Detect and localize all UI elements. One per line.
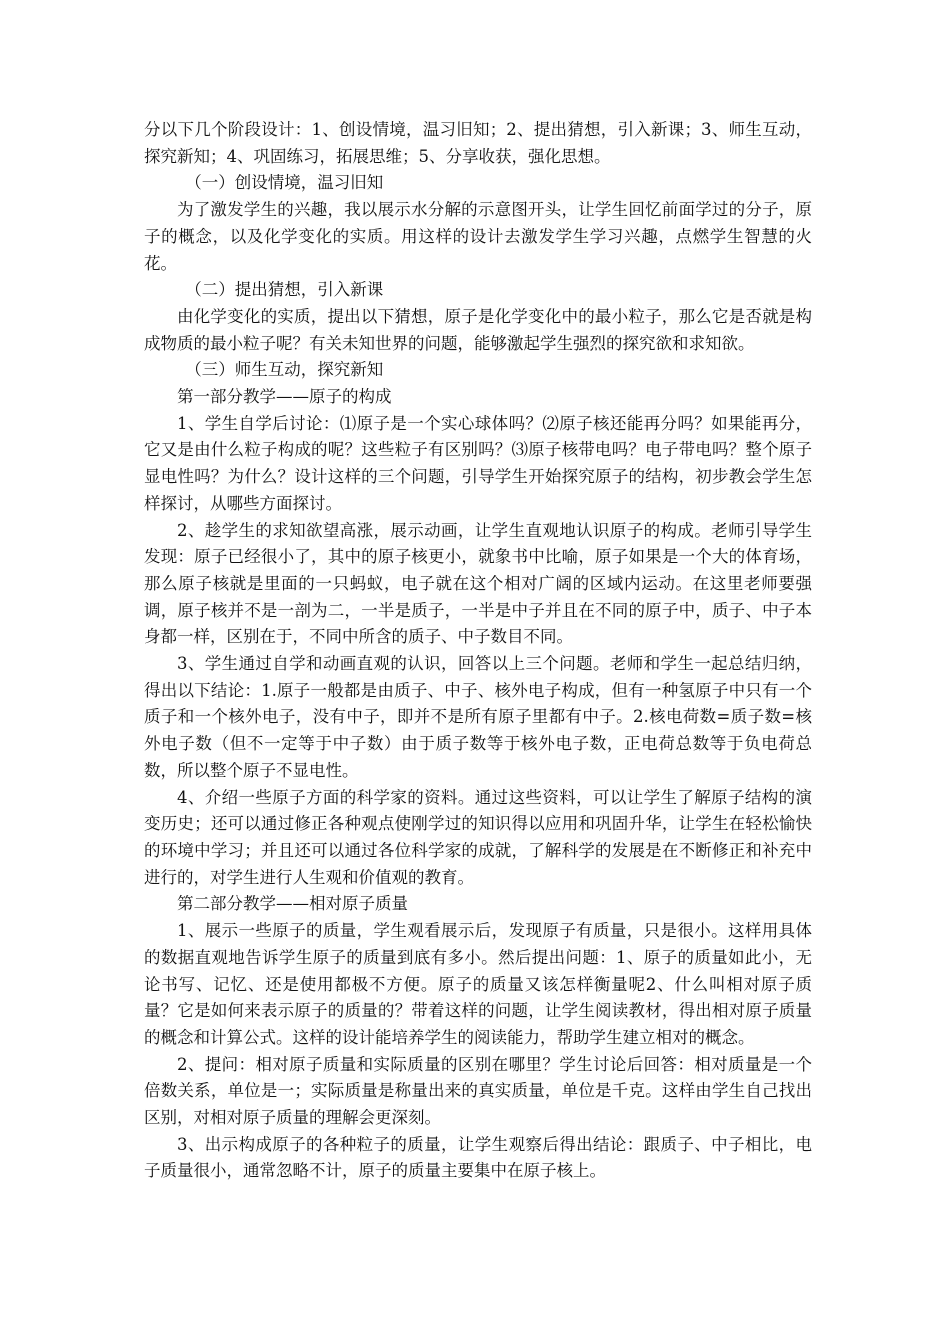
body-paragraph: 2、提问：相对原子质量和实际质量的区别在哪里？学生讨论后回答：相对质量是一个倍数关系，单位是一；实际质量是称量出来的真实质量，单位是千克。这样由学生自己找出区别，对相对原子质量的理解会更深刻。 — [144, 1054, 812, 1128]
intro-paragraph: 分以下几个阶段设计：1、创设情境，温习旧知；2、提出猜想，引入新课；3、师生互动，探究新知；4、巩固练习，拓展思维；5、分享收获，强化思想。 — [144, 120, 812, 166]
section-heading-1: （一）创设情境，温习旧知 — [185, 173, 384, 193]
body-paragraph: 1、学生自学后讨论：⑴原子是一个实心球体吗？⑵原子核还能再分吗？如果能再分，它又是由什么粒子构成的呢？这些粒子有区别吗？⑶原子核带电吗？电子带电吗？整个原子显电性吗？为什么？设计这样的三个问题，引导学生开始探究原子的结构，初步教会学生怎样探讨，从哪些方面探讨。 — [144, 413, 812, 513]
body-paragraph: 4、介绍一些原子方面的科学家的资料。通过这些资料，可以让学生了解原子结构的演变历史；还可以通过修正各种观点使刚学过的知识得以应用和巩固升华，让学生在轻松愉快的环境中学习；并且还可以通过各位科学家的成就，了解科学的发展是在不断修正和补充中进行的，对学生进行人生观和价值观的教育。 — [144, 787, 812, 887]
body-paragraph: 由化学变化的实质，提出以下猜想，原子是化学变化中的最小粒子，那么它是否就是构成物质的最小粒子呢？有关未知世界的问题，能够激起学生强烈的探究欲和求知欲。 — [144, 306, 812, 353]
section-heading-3: （三）师生互动，探究新知 — [185, 360, 384, 380]
subsection-heading-1: 第一部分教学——原子的构成 — [177, 387, 392, 407]
section-heading-2: （二）提出猜想，引入新课 — [185, 280, 384, 300]
body-paragraph: 3、学生通过自学和动画直观的认识，回答以上三个问题。老师和学生一起总结归纳，得出以下结论：1.原子一般都是由质子、中子、核外电子构成，但有一种氢原子中只有一个质子和一个核外电子，没有中子，即并不是所有原子里都有中子。2.核电荷数=质子数=核外电子数（但不一定等于中子数）由于质子数等于核外电子数，正电荷总数等于负电荷总数，所以整个原子不显电性。 — [144, 654, 812, 780]
document-page — [144, 117, 812, 1185]
body-paragraph: 为了激发学生的兴趣，我以展示水分解的示意图开头，让学生回忆前面学过的分子，原子的概念，以及化学变化的实质。用这样的设计去激发学生学习兴趣，点燃学生智慧的火花。 — [144, 200, 812, 273]
subsection-heading-2: 第二部分教学——相对原子质量 — [177, 894, 408, 914]
body-paragraph: 2、趁学生的求知欲望高涨，展示动画，让学生直观地认识原子的构成。老师引导学生发现：原子已经很小了，其中的原子核更小，就象书中比喻，原子如果是一个大的体育场，那么原子核就是里面的一只蚂蚁，电子就在这个相对广阔的区域内运动。在这里老师要强调，原子核并不是一剖为二，一半是质子，一半是中子并且在不同的原子中，质子、中子本身都一样，区别在于，不同中所含的质子、中子数目不同。 — [144, 520, 812, 647]
body-paragraph: 1、展示一些原子的质量，学生观看展示后，发现原子有质量，只是很小。这样用具体的数据直观地告诉学生原子的质量到底有多小。然后提出问题：1、原子的质量如此小，无论书写、记忆、还是使用都极不方便。原子的质量又该怎样衡量呢2、什么叫相对原子质量？它是如何来表示原子的质量的？带着这样的问题，让学生阅读教材，得出相对原子质量的概念和计算公式。这样的设计能培养学生的阅读能力，帮助学生建立相对的概念。 — [144, 921, 812, 1047]
body-paragraph: 3、出示构成原子的各种粒子的质量，让学生观察后得出结论：跟质子、中子相比，电子质量很小，通常忽略不计，原子的质量主要集中在原子核上。 — [144, 1134, 812, 1181]
